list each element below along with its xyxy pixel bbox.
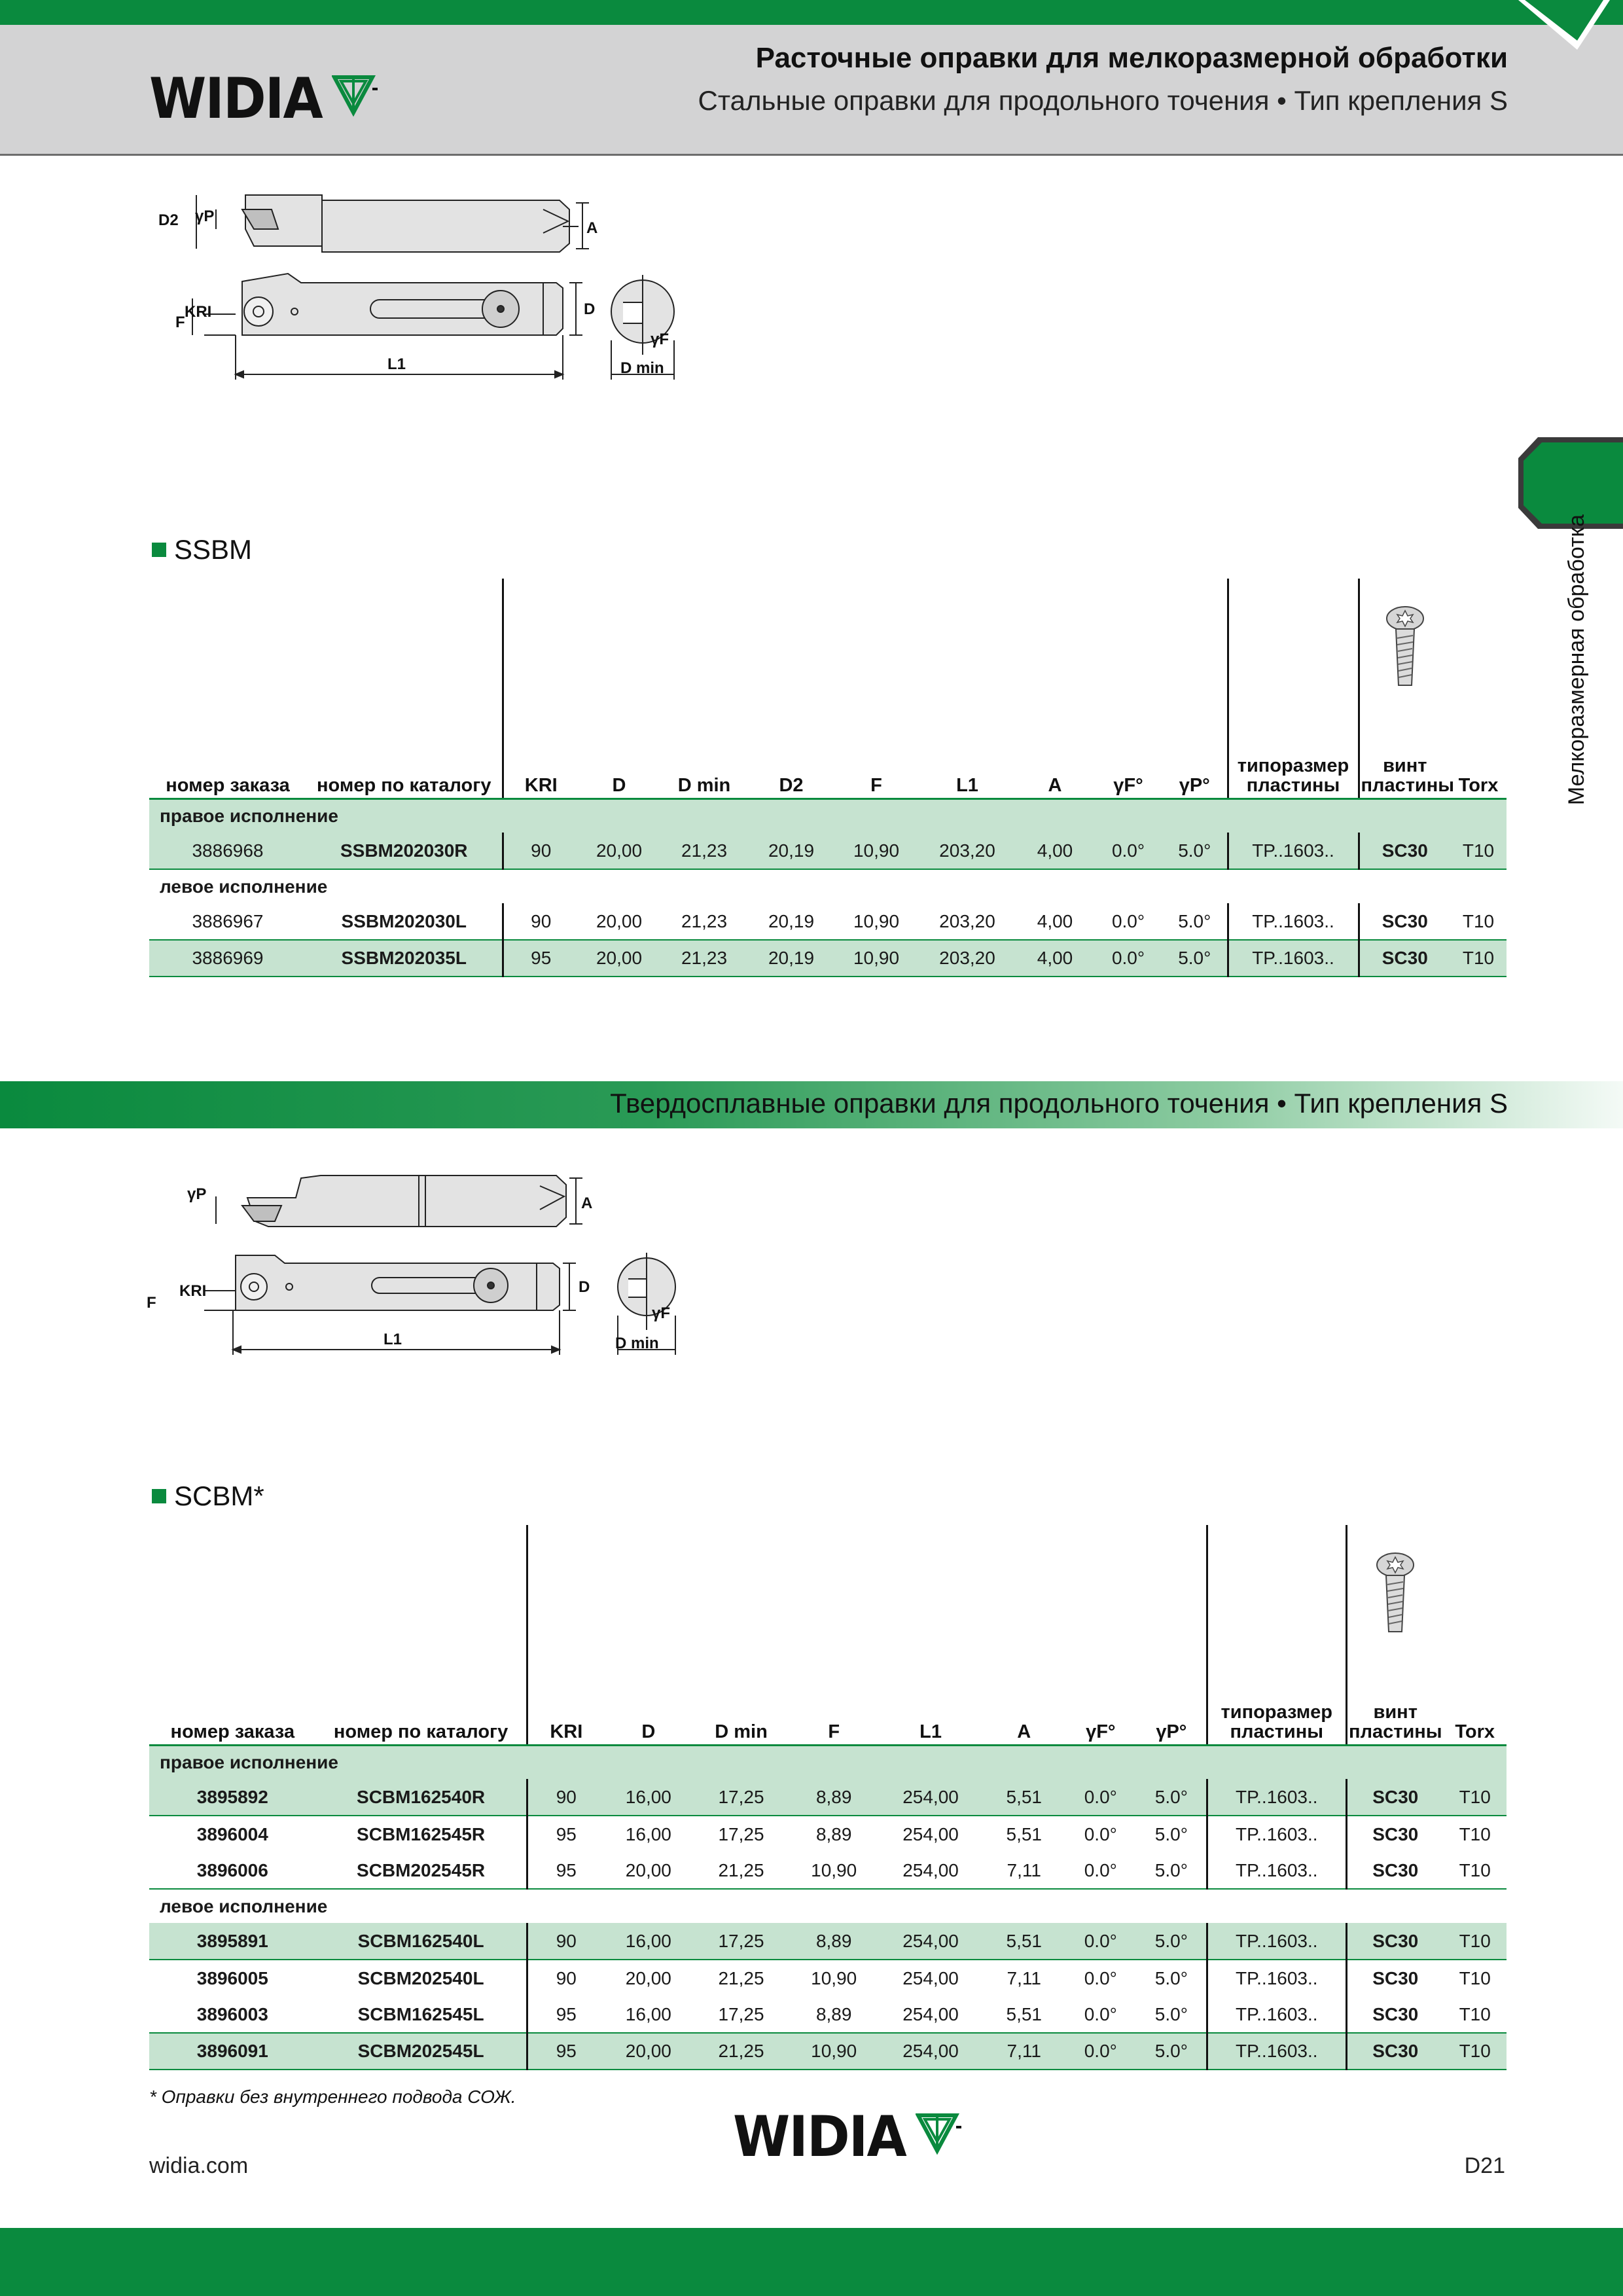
col-f: F	[834, 579, 919, 798]
dim-gamma-p: γP	[187, 1185, 207, 1203]
dim-kri: KRI	[179, 1282, 207, 1300]
dim-l1: L1	[383, 1331, 402, 1348]
col-d: D	[605, 1525, 692, 1745]
col-kri: KRI	[503, 579, 579, 798]
table-row: 3896006 SCBM202545R 95 20,00 21,25 10,90 254,00 7,11 0.0° 5.0° TP..1603.. SC30 T10	[149, 1852, 1507, 1889]
col-insert-size: типоразмер пластины	[1228, 579, 1359, 798]
col-d-min: D min	[692, 1525, 791, 1745]
group-row: правое исполнение	[149, 798, 1507, 833]
page-number: D21	[1464, 2153, 1505, 2178]
col-kri: KRI	[527, 1525, 605, 1745]
dim-d-min: D min	[620, 359, 664, 377]
dim-f: F	[175, 314, 185, 331]
dim-a: A	[586, 219, 598, 237]
dim-d-min: D min	[615, 1335, 659, 1352]
table-row: 3896005 SCBM202540L 90 20,00 21,25 10,90 254,00 7,11 0.0° 5.0° TP..1603.. SC30 T10	[149, 1960, 1507, 1996]
col-l1: L1	[919, 579, 1016, 798]
screw-icon	[1384, 605, 1426, 691]
ssbm-table	[149, 579, 1507, 977]
dim-kri: KRI	[185, 303, 212, 321]
table-row: 3896004 SCBM162545R 95 16,00 17,25 8,89 254,00 5,51 0.0° 5.0° TP..1603.. SC30 T10	[149, 1816, 1507, 1852]
dim-gamma-f: γF	[652, 1304, 671, 1322]
group-row: правое исполнение	[149, 1745, 1507, 1779]
widia-triangle-icon	[332, 75, 378, 118]
group-row: левое исполнение	[160, 876, 328, 897]
chapter-tab-label: Мелкоразмерная обработка	[1564, 514, 1589, 806]
dim-gamma-f: γF	[651, 331, 669, 348]
col-insert-size: типоразмер пластины	[1207, 1525, 1347, 1745]
section-marker	[152, 1489, 166, 1503]
dim-d: D	[584, 300, 596, 318]
footer-link[interactable]: widia.com	[149, 2153, 249, 2178]
col-a: A	[1016, 579, 1094, 798]
col-a: A	[984, 1525, 1064, 1745]
table-row: 3886969 SSBM202035L 95 20,00 21,23 20,19 10,90 203,20 4,00 0.0° 5.0° TP..1603.. SC30 T10	[149, 940, 1507, 977]
col-gamma-p: γP°	[1137, 1525, 1207, 1745]
dim-a: A	[581, 1194, 593, 1212]
section-title: Твердосплавные оправки для продольного точения • Тип крепления S	[610, 1088, 1508, 1119]
widia-logo: WIDIA	[733, 2109, 961, 2165]
bottom-accent-bar	[0, 2228, 1623, 2296]
screw-icon	[1374, 1552, 1416, 1637]
col-insert-screw: винт пластины	[1347, 1525, 1444, 1745]
col-d-min: D min	[660, 579, 749, 798]
top-accent-bar	[0, 0, 1623, 25]
col-l1: L1	[878, 1525, 984, 1745]
page-subtitle: Стальные оправки для продольного точения • Тип крепления S	[698, 85, 1508, 116]
col-torx: Torx	[1450, 579, 1507, 798]
col-catalog-number: номер по каталогу	[306, 579, 503, 798]
col-d: D	[579, 579, 660, 798]
ssbm-section-label: SSBM	[152, 534, 252, 565]
table-row: 3886968 SSBM202030R 90 20,00 21,23 20,19 10,90 203,20 4,00 0.0° 5.0° TP..1603.. SC30 T10	[149, 833, 1507, 869]
group-row: левое исполнение	[160, 1895, 328, 1916]
corner-notch-decoration	[1505, 0, 1623, 54]
table-row: 3895892 SCBM162540R 90 16,00 17,25 8,89 254,00 5,51 0.0° 5.0° TP..1603.. SC30 T10	[149, 1779, 1507, 1816]
table-row: 3896003 SCBM162545L 95 16,00 17,25 8,89 254,00 5,51 0.0° 5.0° TP..1603.. SC30 T10	[149, 1996, 1507, 2033]
col-f: F	[790, 1525, 877, 1745]
dim-gamma-p: γP	[195, 207, 215, 225]
scbm-table	[149, 1525, 1507, 2070]
section-marker	[152, 543, 166, 557]
col-insert-screw: винт пластины	[1359, 579, 1450, 798]
dim-d2: D2	[158, 211, 179, 229]
footnote: * Оправки без внутреннего подвода СОЖ.	[149, 2087, 516, 2107]
table-row: 3896091 SCBM202545L 95 20,00 21,25 10,90 254,00 7,11 0.0° 5.0° TP..1603.. SC30 T10	[149, 2033, 1507, 2070]
steel-bar-drawing	[144, 183, 707, 399]
carbide-bar-drawing	[144, 1158, 707, 1374]
col-gamma-p: γP°	[1162, 579, 1228, 798]
dim-d: D	[579, 1278, 590, 1296]
scbm-section-label: SCBM*	[152, 1480, 264, 1512]
col-catalog-number: номер по каталогу	[316, 1525, 527, 1745]
col-order-number: номер заказа	[149, 579, 306, 798]
col-order-number: номер заказа	[149, 1525, 316, 1745]
table-row: 3886967 SSBM202030L 90 20,00 21,23 20,19 10,90 203,20 4,00 0.0° 5.0° TP..1603.. SC30 T10	[149, 903, 1507, 940]
col-torx: Torx	[1443, 1525, 1507, 1745]
dim-f: F	[147, 1294, 156, 1312]
col-d2: D2	[749, 579, 834, 798]
col-gamma-f: γF°	[1064, 1525, 1137, 1745]
col-gamma-f: γF°	[1094, 579, 1162, 798]
dim-l1: L1	[387, 355, 406, 373]
widia-triangle-icon	[916, 2113, 961, 2156]
table-row: 3895891 SCBM162540L 90 16,00 17,25 8,89 254,00 5,51 0.0° 5.0° TP..1603.. SC30 T10	[149, 1923, 1507, 1960]
widia-logo: WIDIA	[149, 71, 378, 127]
page-title: Расточные оправки для мелкоразмерной обработки	[755, 42, 1508, 74]
